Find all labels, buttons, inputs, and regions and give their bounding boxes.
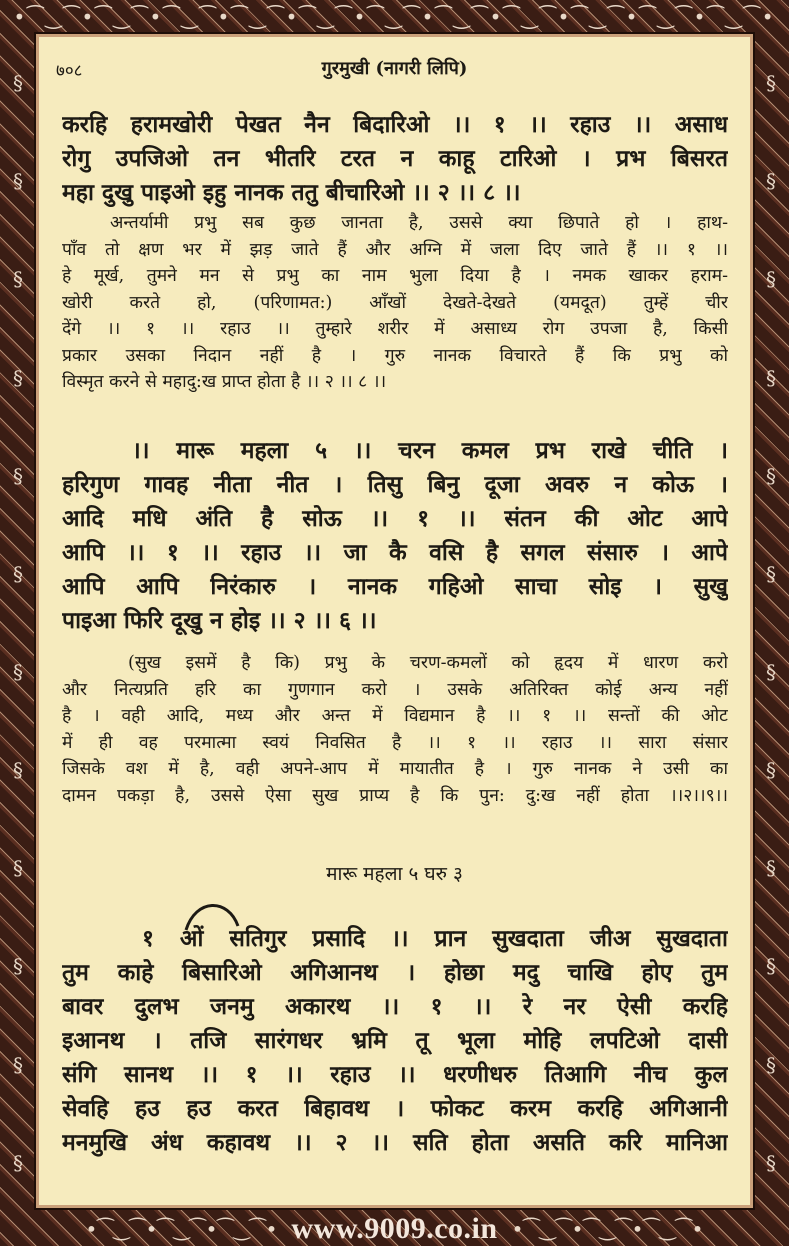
paragraph-line: में ही वह परमात्मा स्वयं निवसित है ।। १ ।। रहाउ ।। सारा संसार <box>62 732 728 753</box>
paragraph-line: विस्मृत करने से महादु:ख प्राप्त होता है ।। २ ।। ८ ।। <box>62 372 387 392</box>
top-border-ornament: •⁀‿⁀•⁀‿⁀•⁀‿⁀•⁀‿⁀•⁀‿⁀•⁀‿⁀•⁀‿⁀•⁀‿⁀•⁀‿⁀•⁀‿⁀•⁀‿⁀• <box>13 5 776 29</box>
paragraph-line: जिसके वश में है, वही अपने-आप में मायातीत है । गुरु नानक ने उसी का <box>62 759 728 779</box>
translation-paragraph-2 <box>62 650 728 809</box>
verse-line: महा दुखु पाइओ इहु नानक ततु बीचारिओ ।। २ ।। ८ ।। <box>62 179 521 206</box>
section-title: मारू महला ५ घरु ३ <box>326 863 463 885</box>
paragraph-line: (सुख इसमें है कि) प्रभु के चरण-कमलों को हृदय में धारण करो <box>128 653 728 673</box>
verse-line: आपि आपि निरंकारु । नानक गहिओ साचा सोइ । सुखु <box>62 573 728 600</box>
paragraph-line: दामन पकड़ा है, उससे ऐसा सुख प्राप्य है कि पुन: दु:ख नहीं होता ।।२।।९।। <box>62 785 728 806</box>
verse-line: करहि हरामखोरी पेखत नैन बिदारिओ ।। १ ।। रहाउ ।। असाध <box>62 111 728 138</box>
footer-ornament-right: •⁀‿⁀•⁀‿⁀•⁀‿⁀• <box>511 1217 704 1241</box>
paragraph-line: पाँव तो क्षण भर में झड़ जाते हैं और अग्नि में जला दिए जाते हैं ।। १ ।। <box>62 239 728 260</box>
verse-block-1 <box>62 108 728 210</box>
running-title: गुरमुखी (नागरी लिपि) <box>321 58 468 79</box>
verse-block-3 <box>62 922 728 1160</box>
page-header <box>36 56 753 84</box>
verse-line: इआनथ । तजि सारंगधर भ्रमि तू भूला मोहि लपटिओ दासी <box>62 1027 728 1054</box>
verse-line: पाइआ फिरि दूखु न होइ ।। २ ।। ६ ।। <box>62 607 377 634</box>
verse-line: संगि सानथ ।। १ ।। रहाउ ।। धरणीधरु तिआगि नीच कुल <box>62 1061 728 1088</box>
verse-line: आदि मधि अंति है सोऊ ।। १ ।। संतन की ओट आपे <box>62 505 728 532</box>
verse-line: आपि ।। १ ।। रहाउ ।। जा कै वसि है सगल संसारु । आपे <box>62 539 728 566</box>
verse-line: तुम काहे बिसारिओ अगिआनथ । होछा मदु चाखि होए तुम <box>62 959 728 986</box>
paragraph-line: अन्तर्यामी प्रभु सब कुछ जानता है, उससे क्या छिपाते हो । हाथ- <box>110 213 728 233</box>
paragraph-line: और नित्यप्रति हरि का गुणगान करो । उसके अतिरिक्त कोई अन्य नहीं <box>62 679 728 700</box>
verse-line: ।। मारू महला ५ ।। चरन कमल प्रभ राखे चीति । <box>132 437 728 464</box>
footer-watermark <box>0 1212 789 1246</box>
paragraph-line: प्रकार उसका निदान नहीं है । गुरु नानक विचारते हैं कि प्रभु को <box>62 345 728 366</box>
verse-line: १ ओं सतिगुर प्रसादि ।। प्रान सुखदाता जीअ सुखदाता <box>142 925 728 952</box>
verse-line: रोगु उपजिओ तन भीतरि टरत न काहू टारिओ । प्रभ बिसरत <box>62 145 728 172</box>
paragraph-line: देंगे ।। १ ।। रहाउ ।। तुम्हारे शरीर में असाध्य रोग उपजा है, किसी <box>62 319 728 339</box>
footer-ornament-left: •⁀‿⁀•⁀‿⁀•⁀‿⁀• <box>85 1217 278 1241</box>
left-border-ornament: § § § § § § § § § § § § <box>13 71 23 1175</box>
website-url[interactable]: www.9009.co.in <box>291 1212 498 1245</box>
page-number: ७०८ <box>56 61 83 81</box>
paragraph-line: खोरी करते हो, (परिणामत:) आँखों देखते-देखते (यमदूत) तुम्हें चीर <box>62 292 728 313</box>
translation-paragraph-1 <box>62 210 728 396</box>
paragraph-line: है । वही आदि, मध्य और अन्त में विद्यमान है ।। १ ।। सन्तों की ओट <box>62 706 728 726</box>
verse-line: हरिगुण गावह नीता नीत । तिसु बिनु दूजा अवरु न कोऊ । <box>62 471 728 498</box>
verse-line: सेवहि हउ हउ करत बिहावथ । फोकट करम करहि अगिआनी <box>62 1095 728 1122</box>
book-page <box>36 34 753 1208</box>
verse-block-2 <box>62 434 728 638</box>
verse-line: बावर दुलभ जनमु अकारथ ।। १ ।। रे नर ऐसी करहि <box>62 993 728 1020</box>
verse-line: मनमुखि अंध कहावथ ।। २ ।। सति होता असति करि मानिआ <box>62 1129 728 1156</box>
right-border-ornament: § § § § § § § § § § § § <box>766 71 776 1175</box>
paragraph-line: हे मूर्ख, तुमने मन से प्रभु का नाम भुला दिया है । नमक खाकर हराम- <box>62 266 728 286</box>
